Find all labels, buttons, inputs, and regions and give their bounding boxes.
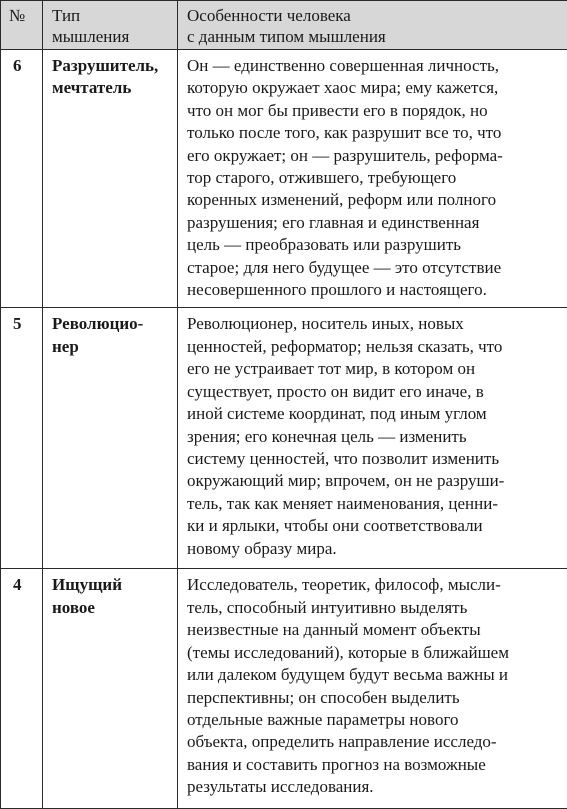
description-line: новому образу мира. [187, 538, 559, 560]
row-description [178, 50, 567, 308]
description-line: зрения; его конечная цель — изменить [187, 426, 559, 448]
description-line: старое; для него будущее — это отсутствие [187, 257, 559, 279]
description-line: цель — преобразовать или разрушить [187, 234, 559, 256]
row-description [178, 308, 567, 569]
row-number: 4 [1, 569, 43, 809]
description-line: отдельные важные параметры нового [187, 709, 559, 731]
table-row [1, 50, 567, 308]
description-line: тель, способный интуитивно выделять [187, 597, 559, 619]
description-line: которую окружает хаос мира; ему кажется, [187, 77, 559, 99]
table-body [1, 50, 567, 809]
description-line: ценностей, реформатор; нельзя сказать, что [187, 336, 559, 358]
header-row [1, 1, 567, 50]
description-line: (темы исследований), которые в ближайшем [187, 642, 559, 664]
header-features [178, 1, 567, 50]
header-features-line-1: Особенности человека [187, 5, 559, 26]
description-line: Революционер, носитель иных, новых [187, 313, 559, 335]
row-type-line: Революцио- [52, 313, 169, 335]
description-line: его окружает; он — разрушитель, реформа- [187, 145, 559, 167]
row-type-line: новое [52, 597, 169, 619]
row-number: 6 [1, 50, 43, 308]
description-line: тель, так как меняет наименования, ценни- [187, 493, 559, 515]
description-line: несовершенного прошлого и настоящего. [187, 279, 559, 301]
header-features-line-2: с данным типом мышления [187, 26, 559, 47]
description-line: или далеком будущем будут весьма важны и [187, 664, 559, 686]
row-number: 5 [1, 308, 43, 569]
description-line: существует, просто он видит его иначе, в [187, 381, 559, 403]
description-line: систему ценностей, что позволит изменить [187, 448, 559, 470]
row-type [43, 50, 178, 308]
header-type [43, 1, 178, 50]
description-line: неизвестные на данный момент объекты [187, 619, 559, 641]
description-line: иной системе координат, под иным углом [187, 403, 559, 425]
description-line: вания и составить прогноз на возможные [187, 754, 559, 776]
row-type-line: мечтатель [52, 77, 169, 99]
row-type-line: нер [52, 336, 169, 358]
description-line: ки и ярлыки, чтобы они соответствовали [187, 515, 559, 537]
description-line: Он — единственно совершенная личность, [187, 55, 559, 77]
header-type-line-2: мышления [52, 26, 169, 47]
description-line: перспективны; он способен выделить [187, 687, 559, 709]
description-line: тор старого, отжившего, требующего [187, 167, 559, 189]
row-type-line: Ищущий [52, 574, 169, 596]
row-type [43, 308, 178, 569]
table-row [1, 569, 567, 809]
description-line: результаты исследования. [187, 776, 559, 798]
description-line: окружающий мир; впрочем, он не разруши- [187, 470, 559, 492]
description-line: Исследователь, теоретик, философ, мысли- [187, 574, 559, 596]
table-header [1, 1, 567, 50]
table-row [1, 308, 567, 569]
description-line: объекта, определить направление исследо- [187, 731, 559, 753]
row-description [178, 569, 567, 809]
header-number: № [1, 1, 43, 50]
description-line: его не устраивает тот мир, в котором он [187, 358, 559, 380]
header-type-line-1: Тип [52, 5, 169, 26]
row-type-line: Разрушитель, [52, 55, 169, 77]
description-line: только после того, как разрушит все то, что [187, 122, 559, 144]
description-line: коренных изменений, реформ или полного [187, 189, 559, 211]
description-line: разрушения; его главная и единственная [187, 212, 559, 234]
row-type [43, 569, 178, 809]
description-line: что он мог бы привести его в порядок, но [187, 100, 559, 122]
